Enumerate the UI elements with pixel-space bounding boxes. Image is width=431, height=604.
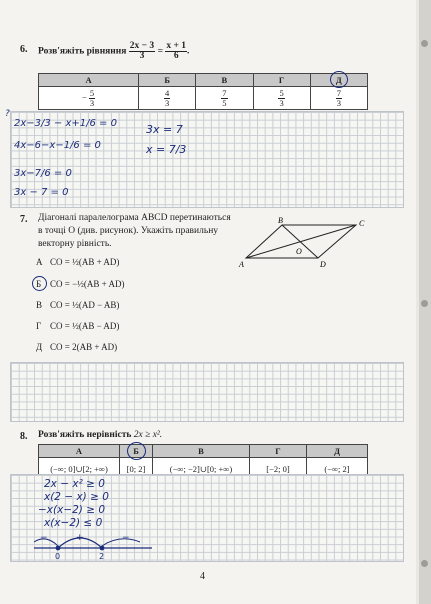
lhs-numerator: 2x − 3: [129, 41, 155, 51]
answer-denominator: 3: [165, 97, 170, 108]
sign-plus-mid: +: [76, 533, 84, 543]
q8-hw-line1: 2x − x² ≥ 0: [44, 478, 105, 490]
q6-hw-line4: 3x − 7 = 0: [14, 187, 69, 198]
q7-option-g[interactable]: [36, 318, 119, 334]
q8-answer-a[interactable]: (−∞; 0]∪[2; +∞): [39, 458, 120, 481]
q6-selected-answer-circle: [330, 71, 348, 88]
q6-header-v: В: [196, 74, 253, 87]
parallelogram-figure: [238, 214, 368, 270]
answer-fraction: [221, 89, 227, 108]
vertex-a-label: A: [239, 260, 244, 269]
question-7-number: 7.: [20, 214, 28, 225]
q6-answer-a[interactable]: [39, 87, 139, 110]
q6-answer-v[interactable]: [196, 87, 253, 110]
q6-answer-d[interactable]: [310, 87, 367, 110]
question-8-prompt: [38, 429, 162, 442]
q7-option-v[interactable]: [36, 297, 119, 313]
point-o-label: O: [296, 247, 302, 256]
q7-selected-answer-circle: [32, 276, 47, 291]
binder-hole: [421, 560, 428, 567]
q6-answer-b[interactable]: [139, 87, 196, 110]
question-6-answer-table: [38, 73, 368, 110]
answer-denominator: 3: [336, 97, 341, 108]
lhs-denominator: 3: [139, 51, 145, 61]
option-formula: CO = −½(AB + AD): [50, 279, 125, 289]
q8-answer-v[interactable]: (−∞; −2]∪[0; +∞): [153, 458, 250, 481]
answer-numerator: 7: [222, 87, 227, 98]
q6-header-d: Д: [310, 74, 367, 87]
q8-header-a: А: [39, 445, 120, 458]
answer-denominator: 5: [222, 97, 227, 108]
right-arc: [102, 539, 140, 546]
point-zero-dot: [56, 546, 61, 551]
sign-minus-left: −: [40, 533, 48, 543]
answer-numerator: 5: [279, 87, 284, 98]
answer-denominator: 3: [89, 97, 95, 108]
q6-hw-line2: 4x−6−x−1/6 = 0: [14, 140, 101, 151]
answer-numerator: 7: [336, 87, 341, 98]
q8-header-g: Г: [250, 445, 307, 458]
q6-header-a: А: [39, 74, 139, 87]
q6-header-g: Г: [253, 74, 310, 87]
answer-fraction: [336, 89, 342, 108]
tick-zero-label: 0: [55, 552, 61, 560]
option-letter: Г: [36, 321, 42, 331]
q7-option-a[interactable]: [36, 254, 119, 270]
q8-hw-line4: x(x−2) ≤ 0: [44, 517, 103, 529]
q6-hw-line3: 3x−7/6 = 0: [14, 168, 72, 179]
question-6-number: 6.: [20, 44, 28, 55]
q7-text-line2: в точці O (див. рисунок). Укажіть правильну: [38, 226, 219, 236]
q7-option-b[interactable]: [36, 276, 124, 292]
sign-minus-right: −: [122, 533, 130, 543]
q6-margin-mark: ?: [5, 109, 10, 119]
vertex-b-label: B: [278, 216, 283, 225]
q7-text-line3: векторну рівність.: [38, 239, 112, 249]
answer-fraction: [278, 89, 284, 108]
equation-end: .: [187, 46, 190, 57]
equation-equals: =: [157, 46, 163, 57]
q8-answer-b[interactable]: [0; 2]: [120, 458, 153, 481]
q8-answer-d[interactable]: (−∞; 2]: [307, 458, 368, 481]
q7-scratch-grid: [10, 362, 404, 422]
vertex-d-label: D: [320, 260, 326, 269]
q6-hw-line1: 2x−3/3 − x+1/6 = 0: [14, 118, 117, 129]
q6-hw-side1: 3x = 7: [146, 123, 183, 136]
point-two-dot: [100, 546, 105, 551]
binder-hole: [421, 300, 428, 307]
q6-hw-side2: x = 7/3: [146, 143, 187, 156]
q8-header-v: В: [153, 445, 250, 458]
option-formula: CO = 2(AB + AD): [50, 342, 118, 352]
answer-fraction: [89, 89, 95, 108]
question-6-prompt: [38, 42, 189, 61]
option-formula: CO = ½(AB + AD): [50, 257, 120, 267]
q8-hw-line3: −x(x−2) ≥ 0: [38, 504, 106, 516]
q8-header-d: Д: [307, 445, 368, 458]
q7-text-line1: Діагоналі паралелограма ABCD перетинаються: [38, 213, 231, 223]
question-7-text: [38, 212, 248, 251]
question-8-number: 8.: [20, 431, 28, 442]
option-letter: В: [36, 300, 43, 310]
vertex-c-label: C: [359, 219, 365, 228]
q8-selected-answer-circle: [127, 442, 146, 460]
question-8-prompt-text: Розв'яжіть нерівність: [38, 430, 132, 440]
option-formula: CO = ½(AD − AB): [50, 300, 120, 310]
option-formula: CO = ½(AB − AD): [50, 321, 120, 331]
binder-hole: [421, 40, 428, 47]
q8-answer-g[interactable]: [−2; 0]: [250, 458, 307, 481]
tick-two-label: 2: [99, 552, 105, 560]
q7-option-d[interactable]: [36, 339, 117, 355]
equation-lhs-fraction: [129, 42, 155, 61]
q6-answer-g[interactable]: [253, 87, 310, 110]
option-letter: Б: [36, 279, 42, 289]
option-letter: А: [36, 257, 43, 267]
answer-sign: −: [81, 91, 87, 102]
question-6-prompt-text: Розв'яжіть рівняння: [38, 46, 127, 57]
page-number: 4: [200, 571, 205, 582]
rhs-denominator: 6: [173, 51, 179, 61]
q6-header-b: Б: [139, 74, 196, 87]
option-letter: Д: [36, 342, 43, 352]
q8-hw-line2: x(2 − x) ≥ 0: [44, 491, 109, 503]
question-8-inequality: 2x ≥ x².: [133, 430, 163, 440]
answer-fraction: [164, 89, 170, 108]
q8-number-line-sketch: [30, 528, 160, 560]
answer-numerator: 5: [89, 87, 95, 98]
q8-header-b: Б: [120, 445, 153, 458]
answer-numerator: 4: [165, 87, 170, 98]
answer-denominator: 3: [279, 97, 284, 108]
equation-rhs-fraction: [165, 41, 190, 61]
rhs-numerator: x + 1: [166, 41, 187, 51]
